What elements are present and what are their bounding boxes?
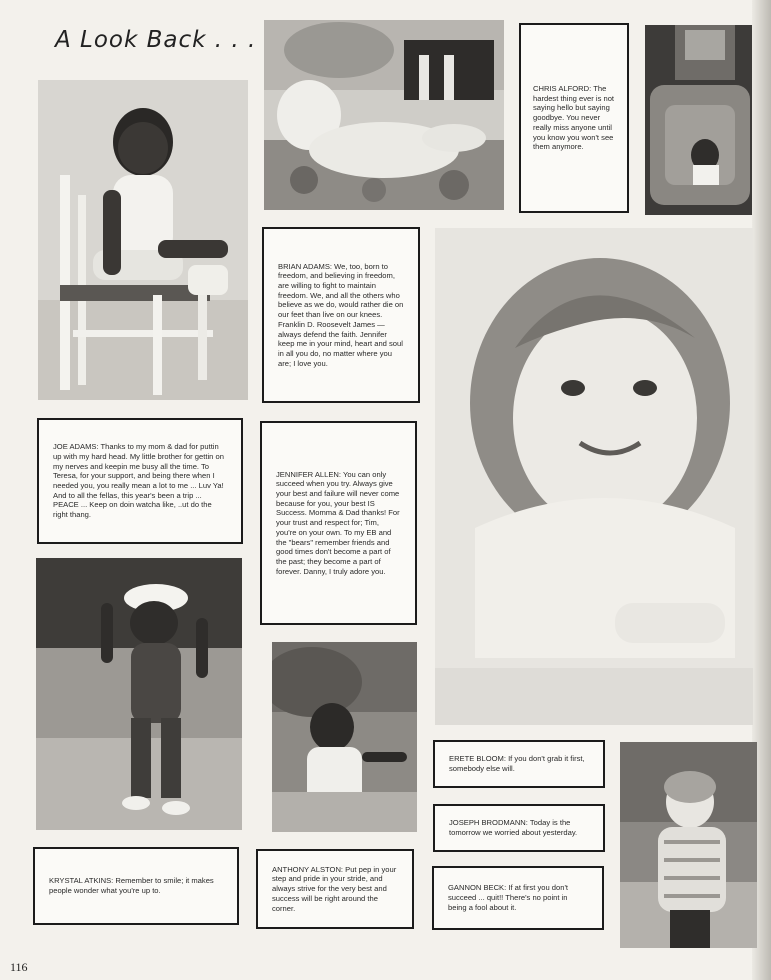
caption-text: JOSEPH BRODMANN: Today is the tomorrow we worried about yesterday. — [449, 818, 578, 837]
caption-text: GANNON BECK: If at first you don't succeed ... quit!! There's no point in being a fool about it. — [448, 883, 569, 912]
photo-child-in-armchair — [645, 25, 752, 215]
caption-anthony-alston — [256, 849, 414, 929]
photo-baby-on-quilt — [264, 20, 504, 210]
page-number: 116 — [10, 960, 28, 974]
caption-gannon-beck — [432, 866, 604, 930]
caption-erete-bloom — [433, 740, 605, 788]
caption-text: CHRIS ALFORD: The hardest thing ever is not saying hello but saying goodbye. You never really miss anyone until you know you won't see them anymore. — [533, 83, 615, 152]
caption-jennifer-allen — [260, 421, 417, 625]
caption-text: JOE ADAMS: Thanks to my mom & dad for puttin up with my hard head. My little brother for gettin on my nerves and keepin me busy all the time. To Teresa, for your support, and being there when I needed you, you really mean a lot to me ... Luv Ya! And to all the fellas, this year's been a trip ... PEACE ... Keep on doin watcha like, ..ut do the right thang. — [53, 442, 224, 520]
caption-text: BRIAN ADAMS: We, too, born to freedom, and believing in freedom, are willing to fight to maintain freedom. We, and all the others who believe as we do, would rather die on our feet than live on our knees. Franklin D. Roosevelt James — always defend the faith. Jennifer keep me in your mind, heart and soul in all you do, no matter where you are; I love you. — [278, 261, 404, 368]
caption-text: ANTHONY ALSTON: Put pep in your step and pride in your stride, and always strive for the very best and success will be right around the corner. — [272, 864, 397, 913]
caption-krystal-atkins — [33, 847, 239, 925]
caption-brian-adams — [262, 227, 420, 403]
photo-girl-portrait — [435, 228, 753, 725]
caption-chris-alford — [519, 23, 629, 213]
caption-text: ERETE BLOOM: If you don't grab it first, somebody else will. — [449, 754, 585, 773]
photo-child-outdoors — [272, 642, 417, 832]
caption-joe-adams — [37, 418, 243, 544]
caption-text: JENNIFER ALLEN: You can only succeed when you try. Always give your best and failure will never come because for you, your best IS Success. Momma & Dad thanks! For your trust and respect for; Tim, you're on your own. To my EB and the "bears" remember friends and good times don't become a part of the past; they become a part of forever. Danny, I truly adore you. — [276, 469, 400, 576]
page-title: A Look Back . . . — [55, 27, 257, 53]
caption-joseph-brodmann — [433, 804, 605, 852]
photo-toddler-with-hat — [36, 558, 242, 830]
photo-toddler-in-sweater — [620, 742, 757, 948]
caption-text: KRYSTAL ATKINS: Remember to smile; it makes people wonder what you're up to. — [49, 876, 214, 895]
photo-toddler-in-chair — [38, 80, 248, 400]
